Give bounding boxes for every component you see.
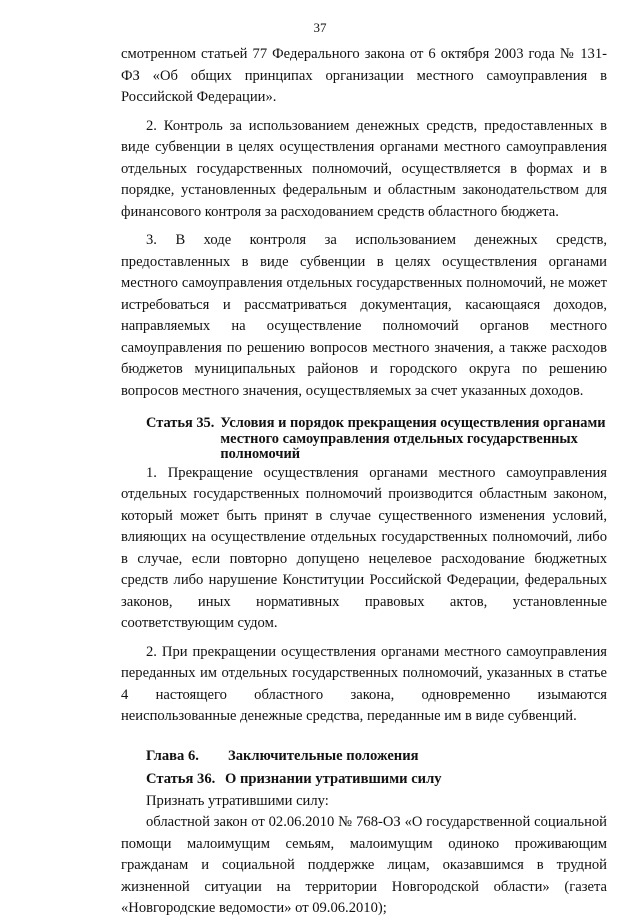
paragraph-continuation: смотренном статьей 77 Федерального закона от 6 октября 2003 года № 131-ФЗ «Об общих принципах организации местного самоуправления в Российской Федерации». bbox=[121, 46, 607, 105]
article-35-paragraph-2: 2. При прекращении осуществления органами местного самоуправления переданных им отдельных государственных полномочий, указанных в статье 4 настоящего областного закона, одновременно изымаются неиспользованные денежные средства, переданные им в виде субвенций. bbox=[121, 643, 607, 724]
paragraph-control-3: 3. В ходе контроля за использованием денежных средств, предоставленных в виде субвенции в целях осуществления органами местного самоуправления отдельных государственных полномочий, не может истребоваться и рассматриваться документация, касающаяся доходов, направляемых на осуществление полномочий органов местного самоуправления по решению вопросов местного значения, а также расходов бюджетов муниципальных районов и городского округа по решению вопросов местного значения, осуществляемых за счет указанных доходов. bbox=[121, 232, 607, 399]
article-35-title: Условия и порядок прекращения осуществления органами местного самоуправления отдельных государственных полномочий bbox=[220, 415, 606, 462]
document-body bbox=[121, 44, 607, 920]
article-36-intro: Признать утратившими силу: bbox=[146, 792, 329, 809]
article-35-heading bbox=[146, 416, 607, 463]
article-35-paragraph-1: 1. Прекращение осуществления органами местного самоуправления отдельных государственных полномочий производится областным законом, который может быть принят в случае существенного изменения условий, влияющих на осуществление отдельных государственных полномочий, либо в случае, если повторно допущено нецелевое расходование бюджетных средств либо нарушение Конституции Российской Федерации, федеральных законов, иных нормативных правовых актов, установленные соответствующим судом. bbox=[121, 464, 607, 631]
article-35-number: Статья 35. bbox=[146, 415, 215, 431]
article-36-paragraph: областной закон от 02.06.2010 № 768-ОЗ «О государственной социальной помощи малоимущим семьям, малоимущим одиноко проживающим гражданам и социальной поддержке лицам, оказавшимся в трудной жизненной ситуации на территории Новгородской области» (газета «Новгородские ведомости» от 09.06.2010); bbox=[121, 814, 607, 916]
chapter-6-title: Заключительные положения bbox=[228, 747, 419, 764]
chapter-6-number: Глава 6. bbox=[146, 747, 199, 764]
article-36-number: Статья 36. bbox=[146, 771, 216, 787]
chapter-6-heading bbox=[146, 746, 607, 768]
article-36-heading bbox=[146, 769, 607, 791]
paragraph-control-2: 2. Контроль за использованием денежных средств, предоставленных в виде субвенции в целях осуществления органами местного самоуправления отдельных государственных полномочий, осуществляется в формах и в порядке, установленных федеральным и областным законодательством для финансового контроля за расходованием средств областного бюджета. bbox=[121, 117, 607, 220]
page-number: 37 bbox=[313, 20, 327, 35]
article-36-title: О признании утратившими силу bbox=[224, 771, 442, 787]
